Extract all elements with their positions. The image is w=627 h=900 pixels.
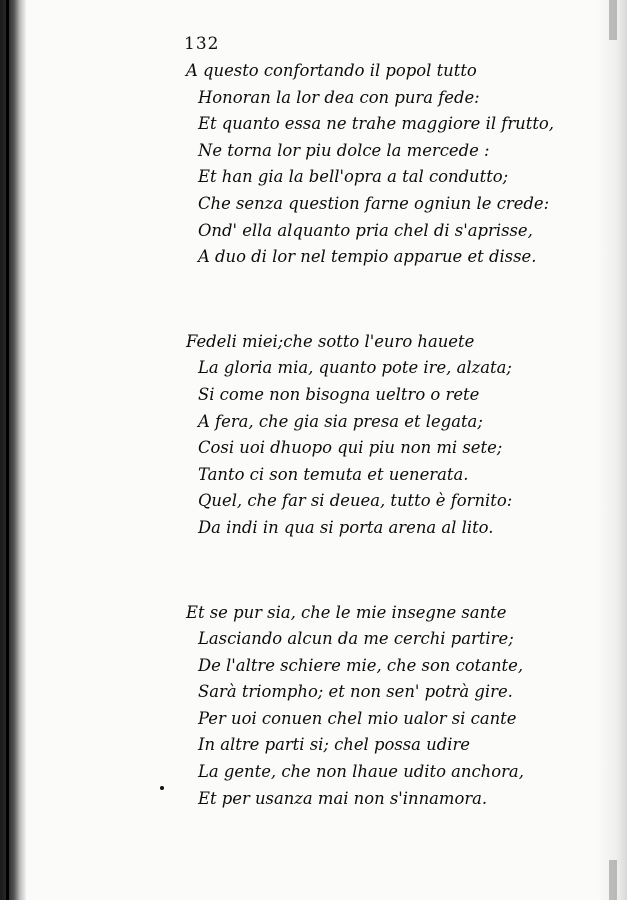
verse-line: Per uoi conuen chel mio ualor si cante	[198, 708, 517, 728]
verse-line: Sarà triompho; et non sen' potrà gire.	[198, 682, 513, 702]
verse-line: Fedeli miei;che sotto l'euro hauete	[186, 331, 475, 351]
verse-line: Et per usanza mai non s'innamora.	[198, 788, 488, 808]
page-edge-mark	[609, 0, 617, 40]
verse-line: Ond' ella alquanto pria chel di s'aprisse,	[198, 220, 533, 240]
verse-line: Si come non bisogna ueltro o rete	[198, 384, 480, 404]
verse-line: Tanto ci son temuta et uenerata.	[198, 464, 469, 484]
page-edge-shadow	[597, 0, 627, 900]
verse-line: Et se pur sia, che le mie insegne sante	[186, 602, 507, 622]
stanza-3	[186, 600, 524, 813]
poem-text	[186, 58, 554, 870]
verse-line: Et han gia la bell'opra a tal condutto;	[198, 167, 509, 187]
verse-line: A questo confortando il popol tutto	[186, 61, 477, 80]
ink-speck	[160, 786, 164, 790]
verse-line: A duo di lor nel tempio apparue et disse.	[198, 247, 537, 267]
verse-line: Quel, che far si deuea, tutto è fornito:	[198, 491, 513, 511]
verse-line: Che senza question farne ogniun le crede:	[198, 193, 550, 213]
verse-line: Da indi in qua si porta arena al lito.	[198, 517, 494, 537]
verse-line: In altre parti si; chel possa udire	[198, 735, 470, 755]
verse-line: Lasciando alcun da me cerchi partire;	[198, 629, 514, 649]
page-edge-mark	[609, 860, 617, 900]
verse-line: Cosi uoi dhuopo qui piu non mi sete;	[198, 438, 503, 458]
verse-line: A fera, che gia sia presa et legata;	[198, 411, 483, 431]
verse-line: La gente, che non lhaue udito anchora,	[198, 762, 524, 782]
stanza-1	[186, 58, 554, 271]
book-gutter-shadow	[0, 0, 26, 900]
verse-line: Ne torna lor piu dolce la mercede :	[198, 140, 490, 160]
verse-line: La gloria mia, quanto pote ire, alzata;	[198, 358, 512, 378]
stanza-2	[186, 329, 516, 542]
verse-line: Honoran la lor dea con pura fede:	[198, 87, 480, 107]
page-number: 132	[184, 34, 220, 54]
verse-line: De l'altre schiere mie, che son cotante,	[198, 655, 524, 675]
verse-line: Et quanto essa ne trahe maggiore il frutto,	[198, 114, 554, 134]
